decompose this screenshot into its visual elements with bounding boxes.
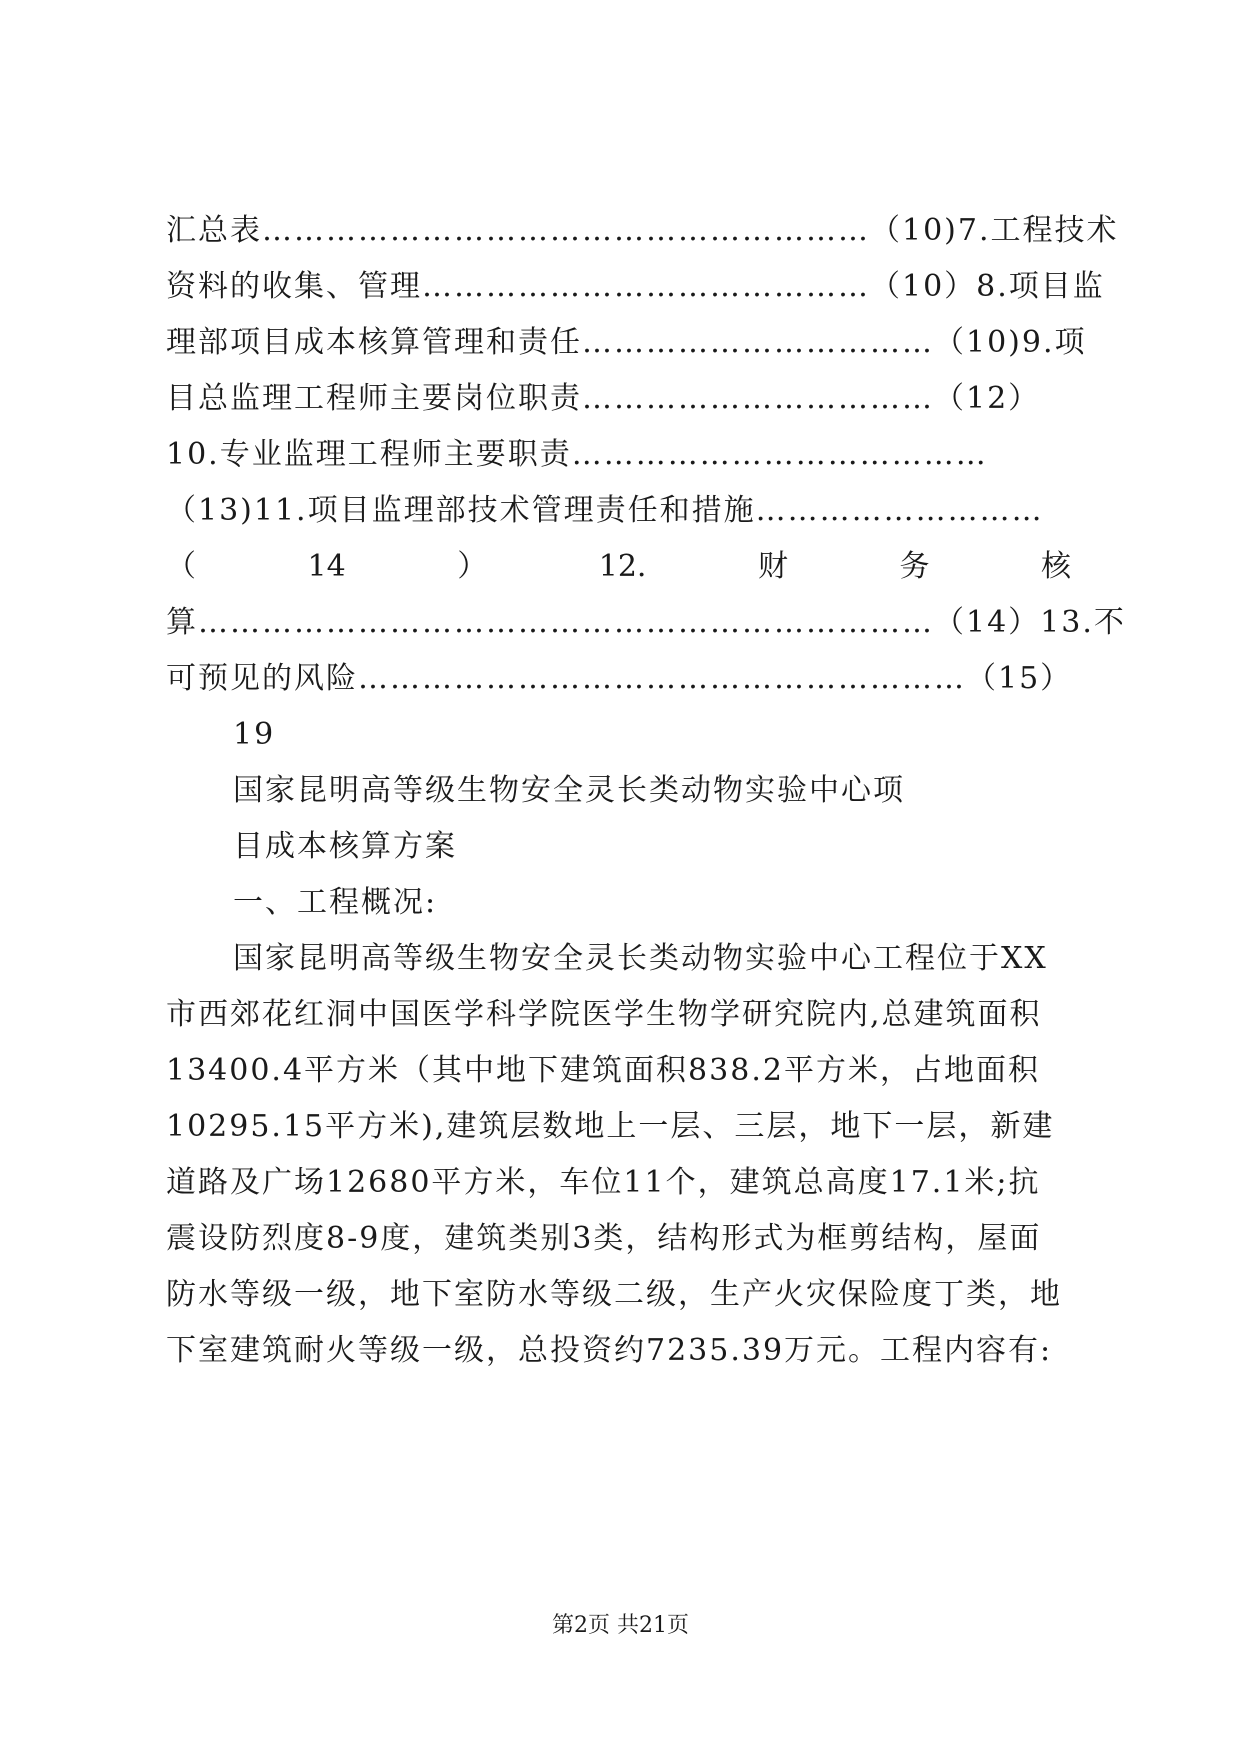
body-line: 13400.4平方米（其中地下建筑面积838.2平方米，占地面积 bbox=[166, 1053, 1040, 1088]
toc-line-justified bbox=[166, 547, 1071, 587]
toc-line: 可预见的风险…………………………………………………（15） bbox=[166, 661, 1073, 696]
toc-line: 理部项目成本核算管理和责任……………………………（10)9.项 bbox=[166, 325, 1087, 360]
body-line: 10295.15平方米),建筑层数地上一层、三层，地下一层，新建 bbox=[166, 1109, 1055, 1144]
body-line: 市西郊花红洞中国医学科学院医学生物学研究院内,总建筑面积 bbox=[166, 997, 1042, 1032]
document-title: 目成本核算方案 bbox=[233, 829, 457, 864]
toc-part: 14 bbox=[307, 549, 346, 584]
body-line: 震设防烈度8-9度，建筑类别3类，结构形式为框剪结构，屋面 bbox=[166, 1221, 1042, 1256]
section-heading: 一、工程概况: bbox=[233, 885, 438, 920]
body-line: 道路及广场12680平方米，车位11个，建筑总高度17.1米;抗 bbox=[166, 1165, 1041, 1200]
body-line: 下室建筑耐火等级一级，总投资约7235.39万元。工程内容有: bbox=[166, 1333, 1053, 1368]
toc-line: 目总监理工程师主要岗位职责……………………………（12） bbox=[166, 381, 1041, 416]
page-marker: 19 bbox=[233, 717, 276, 752]
document-title: 国家昆明高等级生物安全灵长类动物实验中心项 bbox=[233, 773, 905, 808]
toc-line: （13)11.项目监理部技术管理责任和措施……………………… bbox=[166, 493, 1044, 528]
toc-part: 核 bbox=[1041, 549, 1071, 584]
toc-part: （ bbox=[166, 549, 196, 584]
page-footer: 第2页 共21页 bbox=[552, 1613, 689, 1638]
toc-line: 10.专业监理工程师主要职责………………………………… bbox=[166, 437, 988, 472]
toc-part: ） bbox=[457, 549, 488, 584]
toc-line: 资料的收集、管理……………………………………（10）8.项目监 bbox=[166, 269, 1105, 304]
body-line: 国家昆明高等级生物安全灵长类动物实验中心工程位于XX bbox=[233, 941, 1048, 976]
toc-part: 务 bbox=[899, 549, 930, 584]
toc-part: 财 bbox=[757, 549, 788, 584]
toc-line: 汇总表…………………………………………………（10)7.工程技术 bbox=[166, 213, 1119, 248]
toc-line: 算……………………………………………………………（14）13.不 bbox=[166, 605, 1126, 640]
toc-part: 12. bbox=[598, 549, 647, 584]
body-line: 防水等级一级，地下室防水等级二级，生产火灾保险度丁类，地 bbox=[166, 1277, 1062, 1312]
